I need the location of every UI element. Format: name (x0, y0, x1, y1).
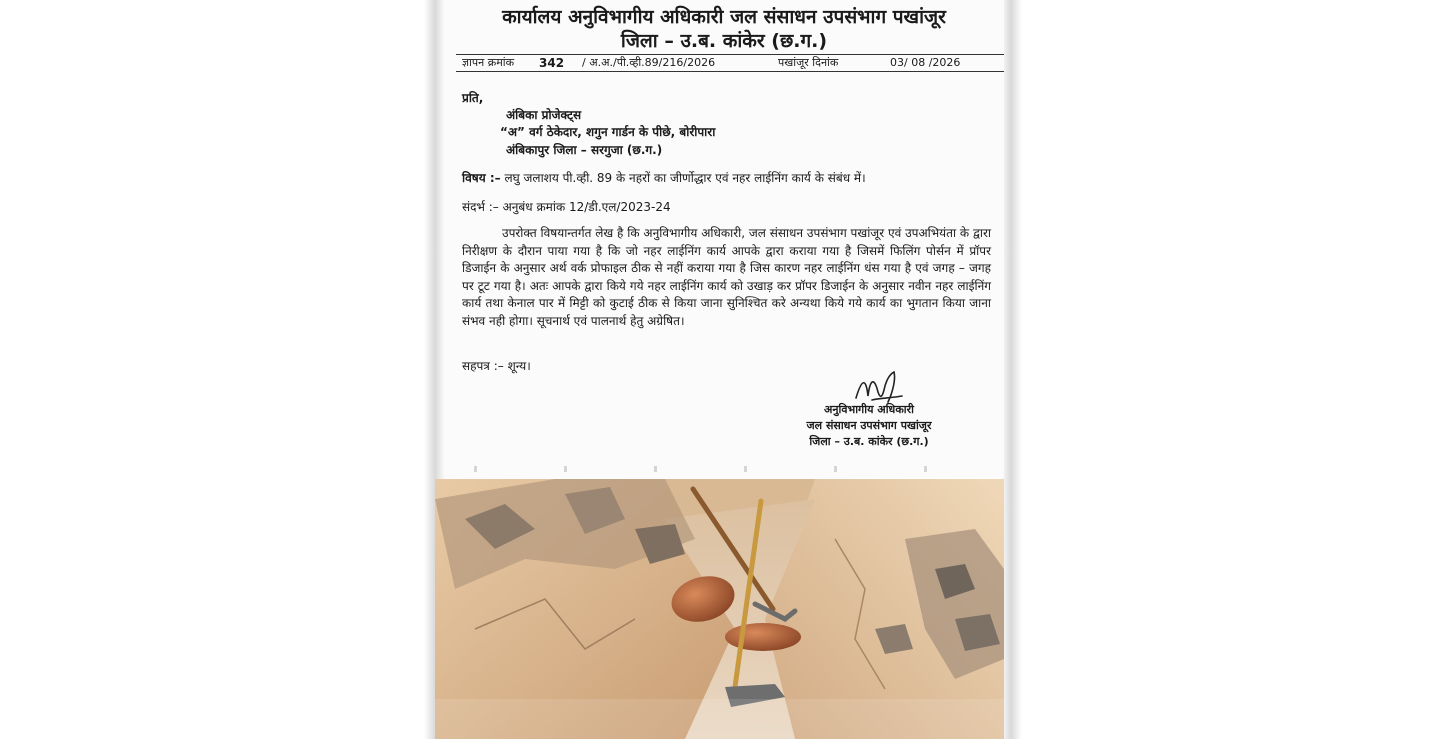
memo-number: 342 (539, 56, 565, 70)
enclosure-line: सहपत्र :– शून्य। (462, 359, 531, 373)
canal-damage-photo (435, 479, 1004, 739)
place-date-label: पखांजूर दिनांक (778, 56, 839, 69)
memo-label: ज्ञापन क्रमांक (462, 56, 515, 69)
signatory-district: जिला – उ.ब. कांकेर (छ.ग.) (809, 435, 929, 448)
subject-text: लघु जलाशय पी.व्ही. 89 के नहरों का जीर्णोद्धार एवं नहर लाईनिंग कार्य के संबंध में। (504, 171, 866, 185)
recipient-address-line1: “अ” वर्ग ठेकेदार, शगुन गार्डन के पीछे, बोरीपारा (500, 125, 716, 139)
signatory-title: अनुविभागीय अधिकारी (824, 403, 914, 416)
subject-line (462, 170, 866, 187)
to-label: प्रति, (462, 91, 484, 105)
signatory-office: जल संसाधन उपसंभाग पखांजूर (806, 419, 932, 432)
letter-date: 03/ 08 /2026 (890, 56, 961, 69)
recipient-address-line2: अंबिकापुर जिला – सरगुजा (छ.ग.) (506, 143, 663, 157)
subject-label: विषय :– (462, 171, 501, 185)
recipient-name: अंबिका प्रोजेक्ट्स (506, 108, 582, 122)
signatory-block (774, 402, 964, 450)
reference-line: संदर्भ :– अनुबंध क्रमांक 12/डी.एल/2023-24 (462, 200, 671, 214)
canal-photo-illustration (435, 479, 1004, 739)
official-letter (444, 0, 1004, 478)
cropped-text-edge (474, 466, 974, 472)
memo-suffix: / अ.अ./पी.व्ही.89/216/2026 (582, 56, 716, 69)
header-rule-bottom (456, 71, 1004, 72)
letter-body: उपरोक्त विषयान्तर्गत लेख है कि अनुविभागीय अधिकारी, जल संसाधन उपसंभाग पखांजूर एवं उपअभियंता के द्वारा निरीक्षण के दौरान पाया गया है कि जो नहर लाईनिंग कार्य आपके द्वारा कराया गया है जिसमें फिलिंग पोर्सन में प्रॉपर डिजाईन के अनुसार अर्थ वर्क प्रोफाइल ठीक से नहीं कराया गया है जिस कारण नहर लाईनिंग धंस गया है एवं जगह – जगह पर टूट गया है। अतः आपके द्वारा किये गये नहर लाईनिंग कार्य को उखाड़ कर प्रॉपर डिजाईन के अनुसार नवीन नहर लाईनिंग कार्य तथा केनाल पार में मिट्टी को कुटाई ठीक से किया जाना सुनिश्चित करे अन्यथा किये गये कार्य का भुगतान किया जाना संभव नही होगा। सूचनार्थ एवं पालनार्थ हेतु अग्रेषित। (462, 226, 991, 328)
office-title-line1: कार्यालय अनुविभागीय अधिकारी जल संसाधन उपसंभाग पखांजूर (502, 6, 946, 28)
office-title-line2: जिला – उ.ब. कांकेर (छ.ग.) (620, 30, 828, 52)
